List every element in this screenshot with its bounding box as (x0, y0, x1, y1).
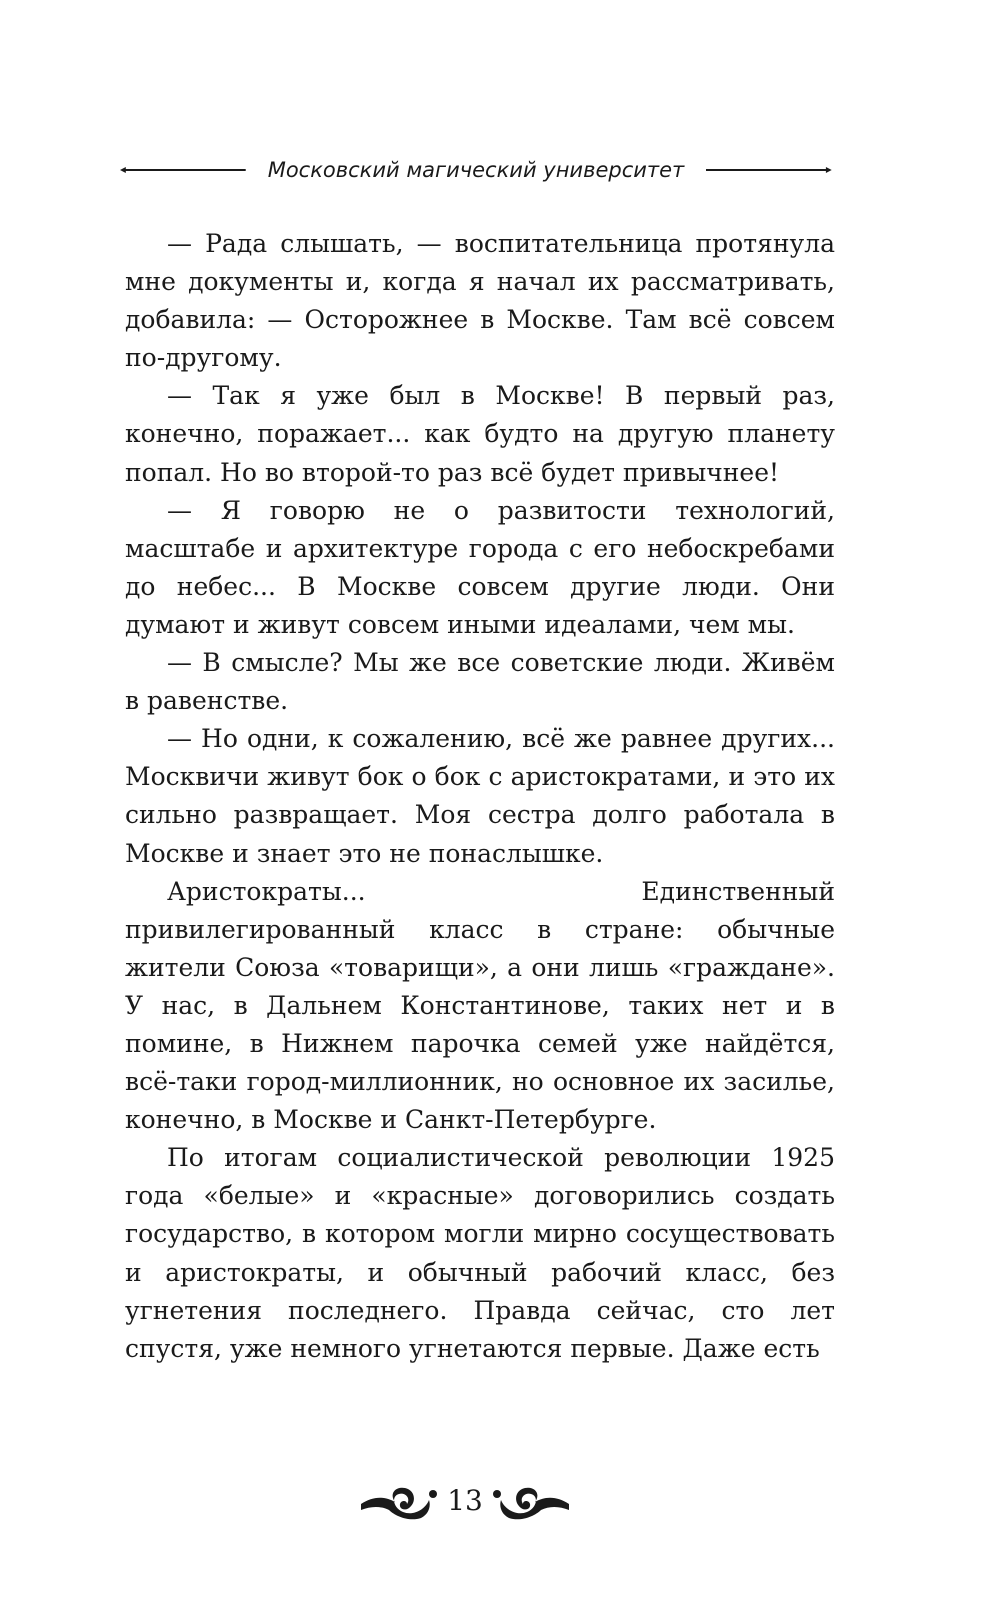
paragraph: Аристократы... Единственный привилегированный класс в стране: обычные жители Союза «товарищи», а они лишь «граждане». У нас, в Дальнем Константинове, таких нет и в помине, в Нижнем парочка семей уже найдётся, всё-таки город-миллионник, но основное их засилье, конечно, в Москве и Санкт-Петербурге. (125, 876, 835, 1135)
paragraph: — Так я уже был в Москве! В первый раз, конечно, поражает... как будто на другую планету попал. Но во второй-то раз всё будет привычнее! (125, 381, 835, 487)
header-rule-left (120, 168, 246, 172)
page-number: 13 (447, 1483, 483, 1517)
flourish-left-icon (359, 1480, 439, 1520)
paragraph: По итогам социалистической революции 1925 года «белые» и «красные» договорились создать государство, в котором могли мирно сосуществовать и аристократы, и обычный рабочий класс, без угнетения последнего. Правда сейчас, сто лет спустя, уже немного угнетаются первые. Даже есть (125, 1143, 835, 1363)
body-text (125, 225, 835, 1368)
page-folio (360, 1470, 570, 1530)
running-header (120, 155, 832, 185)
flourish-right-icon (491, 1480, 571, 1520)
paragraph: — Но одни, к сожалению, всё же равнее других... Москвичи живут бок о бок с аристократами, и это их сильно развращает. Моя сестра долго работала в Москве и знает это не понаслышке. (125, 724, 835, 868)
paragraph: — В смысле? Мы же все советские люди. Живём в равенстве. (125, 648, 835, 716)
running-header-title: Московский магический университет (267, 158, 685, 182)
paragraph: — Я говорю не о развитости технологий, масштабе и архитектуре города с его небоскребами до небес... В Москве совсем другие люди. Они думают и живут совсем иными идеалами, чем мы. (125, 495, 835, 639)
paragraph: — Рада слышать, — воспитательница протянула мне документы и, когда я начал их рассматривать, добавила: — Осторожнее в Москве. Там всё совсем по-другому. (125, 229, 835, 373)
header-rule-right (706, 168, 832, 172)
